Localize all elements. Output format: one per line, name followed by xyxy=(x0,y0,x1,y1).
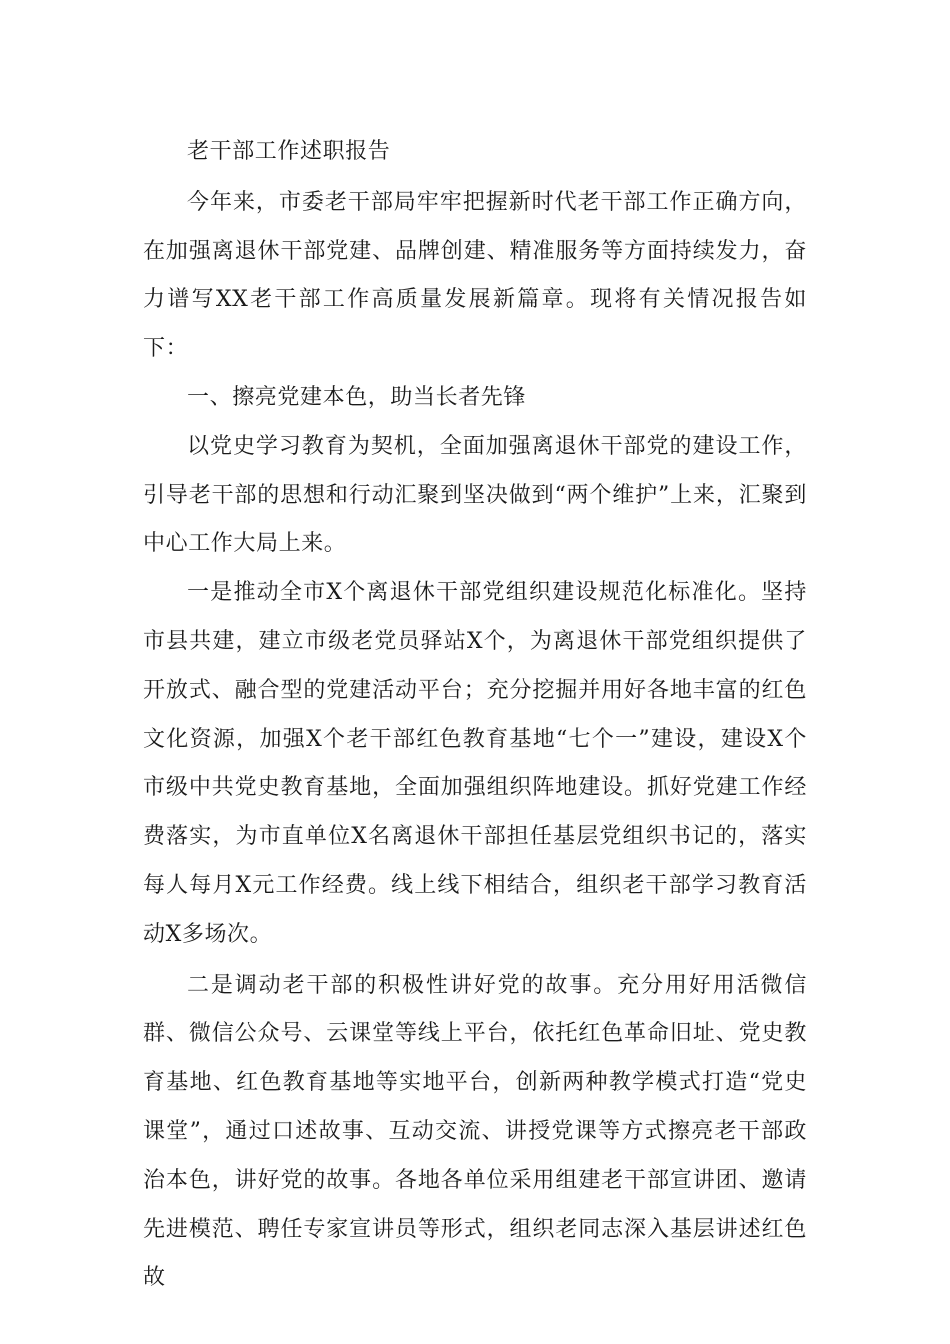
intro-paragraph: 今年来，市委老干部局牢牢把握新时代老干部工作正确方向，在加强离退休干部党建、品牌创建、精准服务等方面持续发力，奋力谱写XX老干部工作高质量发展新篇章。现将有关情况报告如下： xyxy=(143,189,807,362)
point-2-paragraph: 二是调动老干部的积极性讲好党的故事。充分用好用活微信群、微信公众号、云课堂等线上平台，依托红色革命旧址、党史教育基地、红色教育基地等实地平台，创新两种教学模式打造“党史课堂”，通过口述故事、互动交流、讲授党课等方式擦亮老干部政治本色，讲好党的故事。各地各单位采用组建老干部宣讲团、邀请先进模范、聘任专家宣讲员等形式，组织老同志深入基层讲述红色故 xyxy=(143,972,807,1291)
document-body xyxy=(143,128,807,1303)
section-1-paragraph: 以党史学习教育为契机，全面加强离退休干部党的建设工作，引导老干部的思想和行动汇聚到坚决做到“两个维护”上来，汇聚到中心工作大局上来。 xyxy=(143,433,807,557)
point-1-paragraph: 一是推动全市X个离退休干部党组织建设规范化标准化。坚持市县共建，建立市级老党员驿站X个，为离退休干部党组织提供了开放式、融合型的党建活动平台；充分挖掘并用好各地丰富的红色文化资源，加强X个老干部红色教育基地“七个一”建设，建设X个市级中共党史教育基地，全面加强组织阵地建设。抓好党建工作经费落实，为市直单位X名离退休干部担任基层党组织书记的，落实每人每月X元工作经费。线上线下相结合，组织老干部学习教育活动X多场次。 xyxy=(143,580,807,947)
section-heading-1: 一、擦亮党建本色，助当长者先锋 xyxy=(187,384,527,410)
document-title: 老干部工作述职报告 xyxy=(187,139,391,164)
